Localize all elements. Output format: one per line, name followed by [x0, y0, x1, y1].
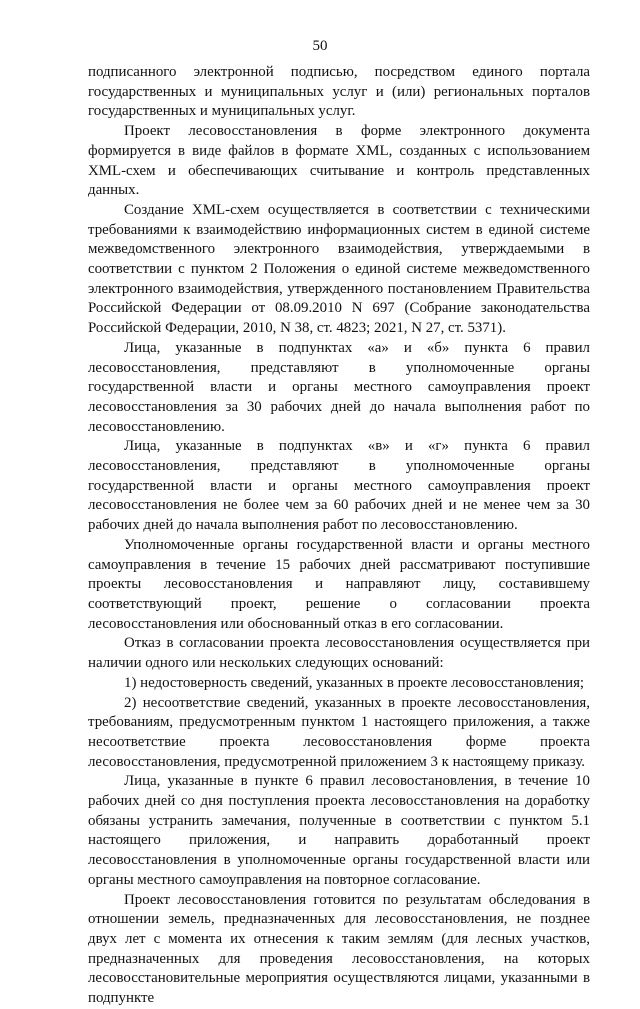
paragraph-preparation: Проект лесовосстановления готовится по результатам обследования в отношении земель, предназначенных для лесовосстановления, не позднее двух лет с момента их отнесения к таким землям (для лесных участков, предназначенных для проведения лесовосстановления, на которых лесовосстановительные мероприятия осуществляются лицами, указанными в подпункте	[88, 891, 590, 1007]
paragraph-continuation: подписанного электронной подписью, посредством единого портала государственных и муниципальных услуг и (или) региональных порталов государственных и муниципальных услуг.	[88, 64, 590, 120]
paragraph-submission-v-g: Лица, указанные в подпунктах «в» и «г» пункта 6 правил лесовосстановления, представляют в уполномоченные органы государственной власти и органы местного самоуправления проект лесовосстановления не более чем за 60 рабочих дней и не менее чем за 30 рабочих дней до начала выполнения работ по лесовосстановлению.	[88, 438, 590, 534]
list-item-2: 2) несоответствие сведений, указанных в проекте лесовосстановления, требованиям, предусмотренным пунктом 1 настоящего приложения, а также несоответствие проекта лесовосстановления форме проекта лесовосстановления, предусмотренной приложением 3 к настоящему приказу.	[88, 694, 590, 770]
paragraph-submission-a-b: Лица, указанные в подпунктах «а» и «б» пункта 6 правил лесовосстановления, представляют в уполномоченные органы государственной власти и органы местного самоуправления проект лесовосстановления за 30 рабочих дней до начала выполнения работ по лесовосстановлению.	[88, 339, 590, 435]
paragraph-refusal-grounds: Отказ в согласовании проекта лесовосстановления осуществляется при наличии одного или нескольких следующих оснований:	[88, 635, 590, 672]
document-body	[88, 63, 590, 1009]
list-item-1: 1) недостоверность сведений, указанных в проекте лесовосстановления;	[124, 674, 585, 691]
paragraph-review-period: Уполномоченные органы государственной власти и органы местного самоуправления в течение 15 рабочих дней рассматривают поступившие проекты лесовосстановления и направляют лицу, составившему соответствующий проект, решение о согласовании проекта лесовосстановления или обоснованный отказ в его согласовании.	[88, 536, 590, 632]
paragraph-revision: Лица, указанные в пункте 6 правил лесовостановления, в течение 10 рабочих дней со дня поступления проекта лесовосстановления на доработку обязаны устранить замечания, полученные в соответствии с пунктом 5.1 настоящего приложения, и направить доработанный проект лесовосстановления в уполномоченные органы государственной власти или органы местного самоуправления на повторное согласование.	[88, 773, 590, 888]
paragraph-xml-schemas: Создание XML-схем осуществляется в соответствии с техническими требованиями к взаимодействию информационных систем в единой системе межведомственного электронного взаимодействия, утверждаемыми в соответствии с пунктом 2 Положения о единой системе межведомственного электронного взаимодействия, утвержденного постановлением Правительства Российской Федерации от 08.09.2010 N 697 (Собрание законодательства Российской Федерации, 2010, N 38, ст. 4823; 2021, N 27, ст. 5371).	[88, 201, 590, 337]
paragraph-xml-format: Проект лесовосстановления в форме электронного документа формируется в виде файлов в формате XML, созданных с использованием XML-схем и обеспечивающих считывание и контроль представленных данных.	[88, 123, 590, 199]
page-number: 50	[312, 38, 328, 54]
